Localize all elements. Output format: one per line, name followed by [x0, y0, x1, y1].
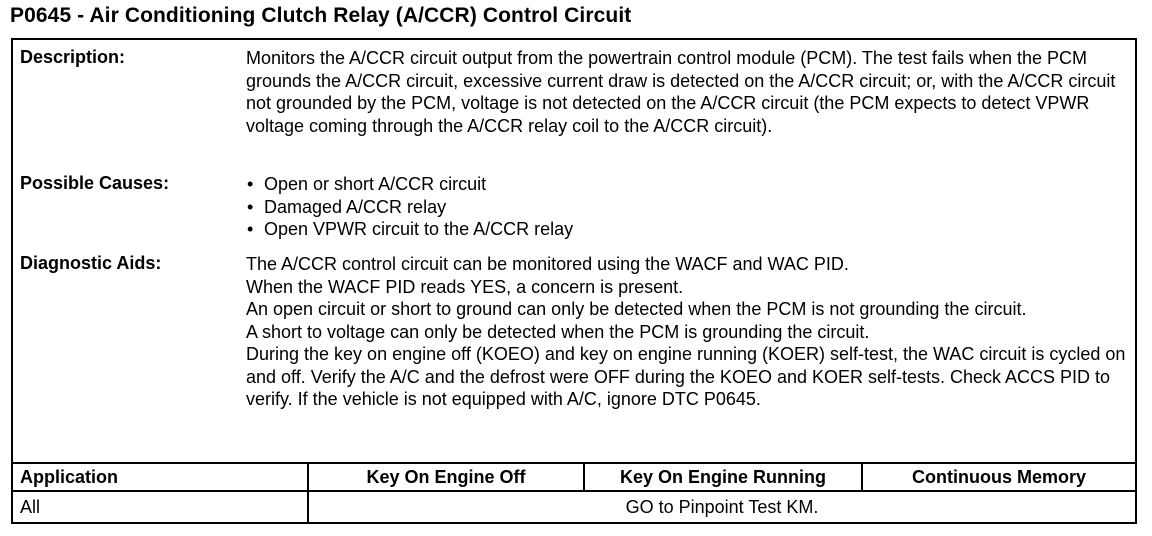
possible-causes-label: Possible Causes: [20, 173, 170, 193]
info-section [13, 40, 1135, 462]
header-koer: Key On Engine Running [585, 464, 863, 490]
table-row [13, 492, 1135, 522]
possible-causes-list [246, 173, 1131, 241]
diagnostic-aids-text [246, 253, 1131, 411]
description-paragraph: Monitors the A/CCR circuit output from the powertrain control module (PCM). The test fails when the PCM grounds the A/CCR circuit, excessive current draw is detected on the A/CCR circuit; or, with the A/CCR circuit not grounded by the PCM, voltage is not detected on the A/CCR circuit (the PCM expects to detect VPWR voltage coming through the A/CCR relay coil to the A/CCR circuit). [246, 48, 1116, 136]
diagnostic-aid-paragraph: The A/CCR control circuit can be monitored using the WACF and WAC PID. [246, 254, 849, 274]
description-label: Description: [20, 47, 126, 67]
description-text [246, 47, 1131, 137]
cell-action: GO to Pinpoint Test KM. [625, 496, 819, 517]
list-item: • Open VPWR circuit to the A/CCR relay [247, 219, 574, 239]
diagnostic-aid-paragraph: An open circuit or short to ground can only be detected when the PCM is not grounding the circuit. [246, 299, 1027, 319]
cell-application: All [13, 492, 309, 522]
list-item: • Open or short A/CCR circuit [247, 174, 487, 194]
bullet-icon: • [247, 219, 254, 239]
dtc-info-table [11, 38, 1137, 524]
page-title: P0645 - Air Conditioning Clutch Relay (A/CCR) Control Circuit [10, 4, 632, 27]
header-koeo: Key On Engine Off [309, 464, 585, 490]
diagnostic-aids-label: Diagnostic Aids: [20, 253, 162, 273]
header-application: Application [13, 464, 309, 490]
list-item: • Damaged A/CCR relay [247, 196, 447, 217]
table-header-row [13, 462, 1135, 492]
diagnostic-aid-paragraph: A short to voltage can only be detected when the PCM is grounding the circuit. [246, 321, 870, 342]
bullet-icon: • [247, 196, 254, 217]
diagnostic-aid-paragraph: When the WACF PID reads YES, a concern is present. [246, 276, 684, 297]
bullet-icon: • [247, 174, 254, 194]
header-continuous-memory: Continuous Memory [912, 466, 1086, 487]
diagnostic-aid-paragraph: During the key on engine off (KOEO) and key on engine running (KOER) self-test, the WAC circuit is cycled on and off. Verify the A/C and the defrost were OFF during the KOEO and KOER self-tests. Check ACCS PID to verify. If the vehicle is not equipped with A/C, ignore DTC P0645. [246, 344, 1126, 409]
